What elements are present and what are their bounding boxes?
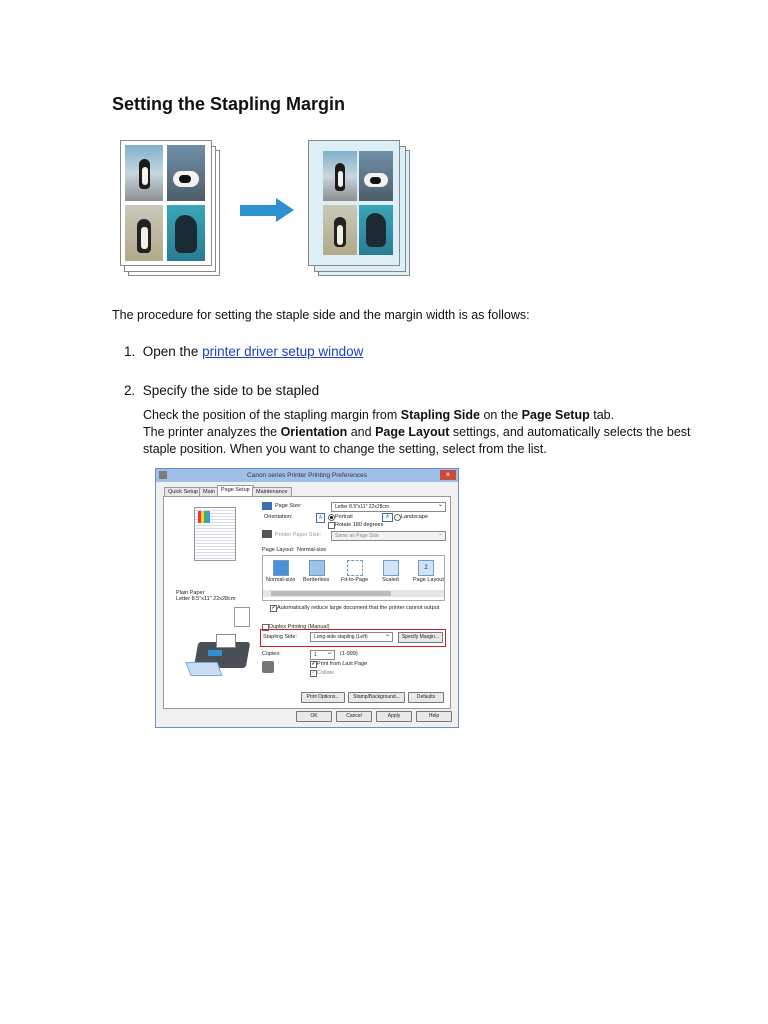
page-layout-value: Normal-size [297, 547, 327, 553]
landscape-icon: A [382, 513, 393, 522]
collate-label: Collate [317, 670, 335, 676]
step-2-description: Check the position of the stapling margin from Stapling Side on the Page Setup tab. The printer analyzes the Orientation and Page Layout settings, and automatically selects the best staple position. When you want to change the setting, select from the list. [143, 408, 691, 456]
page-preview [194, 507, 236, 561]
page-setup-panel [163, 496, 451, 709]
staple-page-preview [234, 607, 250, 627]
arrow-right-icon [276, 198, 294, 222]
page-title: Setting the Stapling Margin [112, 94, 345, 114]
stapling-side-label: Stapling Side: [263, 634, 297, 640]
help-button[interactable]: Help [416, 711, 452, 722]
collate-checkbox[interactable]: ✓ [311, 670, 316, 676]
cancel-button[interactable]: Cancel [336, 711, 372, 722]
borderless-layout-icon[interactable] [309, 560, 325, 576]
defaults-button[interactable]: Defaults [408, 692, 444, 703]
step-number: 1. [124, 344, 136, 359]
step-2 [124, 383, 319, 398]
portrait-icon: A [316, 513, 325, 523]
step-text: Open the [142, 344, 203, 359]
print-last-page-label: Print from Last Page [317, 661, 368, 667]
printer-driver-setup-link[interactable]: printer driver setup window [202, 344, 364, 359]
printer-illustration [178, 632, 258, 687]
portrait-radio[interactable] [328, 514, 335, 521]
printer-paper-icon [262, 530, 272, 538]
penguin-photo [359, 205, 393, 255]
layout-label: Scaled [382, 577, 399, 583]
tab-quick-setup[interactable]: Quick Setup [164, 487, 202, 498]
page-size-select[interactable]: Letter 8.5"x11" 22x28cm ⌄ [331, 502, 446, 512]
dialog-title: Canon series Printer Printing Preferences [247, 472, 367, 479]
penguin-photo [359, 151, 393, 201]
rotate-label: Rotate 180 degrees [335, 522, 384, 528]
copies-icon [262, 661, 274, 673]
penguin-photo [125, 205, 163, 261]
page-layout-list[interactable] [262, 555, 445, 601]
copies-label: Copies: [262, 651, 281, 657]
horizontal-scrollbar[interactable] [263, 590, 444, 597]
preview-paper-size: Letter 8.5"x11" 22x28cm [176, 596, 236, 602]
preview-area [170, 503, 258, 587]
close-icon[interactable]: × [440, 470, 456, 480]
landscape-radio[interactable] [394, 514, 401, 521]
apply-button[interactable]: Apply [376, 711, 412, 722]
dialog-titlebar [156, 469, 458, 482]
printing-preferences-dialog [155, 468, 459, 728]
layout-label: Fit-to-Page [341, 577, 369, 583]
auto-reduce-label: Automatically reduce large document that the printer cannot output [277, 605, 440, 611]
layout-label: Normal-size [266, 577, 296, 583]
step-text: Specify the side to be stapled [142, 383, 320, 398]
step-1 [124, 344, 363, 359]
copies-stepper[interactable]: 1 ⌄ [310, 650, 335, 660]
fit-to-page-layout-icon[interactable] [347, 560, 363, 576]
paper-sheet-top [120, 140, 212, 266]
ok-button[interactable]: OK [296, 711, 332, 722]
landscape-label: Landscape [401, 514, 428, 520]
penguin-photo [323, 151, 357, 201]
scaled-layout-icon[interactable] [383, 560, 399, 576]
normal-size-layout-icon[interactable] [273, 560, 289, 576]
penguin-photo [167, 145, 205, 201]
penguin-photo [125, 145, 163, 201]
layout-label: Borderless [303, 577, 330, 583]
page-layout-icon[interactable]: 2 [418, 560, 434, 576]
preview-paper-type: Plain Paper [176, 590, 205, 596]
print-last-page-checkbox[interactable]: ✓ [311, 661, 316, 667]
page-size-icon [262, 502, 272, 510]
portrait-label: Portrait [335, 514, 353, 520]
tab-maintenance[interactable]: Maintenance [252, 487, 292, 498]
arrow-right-icon [240, 205, 278, 216]
specify-margin-button[interactable]: Specify Margin... [398, 632, 443, 643]
printer-paper-size-select[interactable]: Same as Page Size ⌄ [331, 531, 446, 541]
penguin-photo [323, 205, 357, 255]
print-options-button[interactable]: Print Options... [301, 692, 345, 703]
printer-paper-size-label: Printer Paper Size: [275, 532, 322, 538]
stamp-background-button[interactable]: Stamp/Background... [348, 692, 405, 703]
rotate-checkbox[interactable] [328, 522, 335, 529]
duplex-label: Duplex Printing (Manual) [269, 624, 330, 630]
tab-page-setup[interactable]: Page Setup [217, 485, 254, 497]
copies-range: (1-999) [340, 651, 358, 657]
page-size-label: Page Size: [275, 503, 302, 509]
step-number: 2. [124, 383, 136, 398]
intro-paragraph: The procedure for setting the staple side and the margin width is as follows: [112, 308, 530, 322]
auto-reduce-checkbox[interactable]: ✓ [271, 605, 276, 611]
page-layout-label: Page Layout: [262, 547, 295, 553]
orientation-label: Orientation: [264, 514, 293, 520]
paper-sheet-top [308, 140, 400, 266]
tab-main[interactable]: Main [199, 487, 219, 498]
layout-label: Page Layout [413, 577, 444, 583]
stapling-side-select[interactable]: Long-side stapling (Left) ⌄ [310, 632, 393, 642]
penguin-photo [167, 205, 205, 261]
